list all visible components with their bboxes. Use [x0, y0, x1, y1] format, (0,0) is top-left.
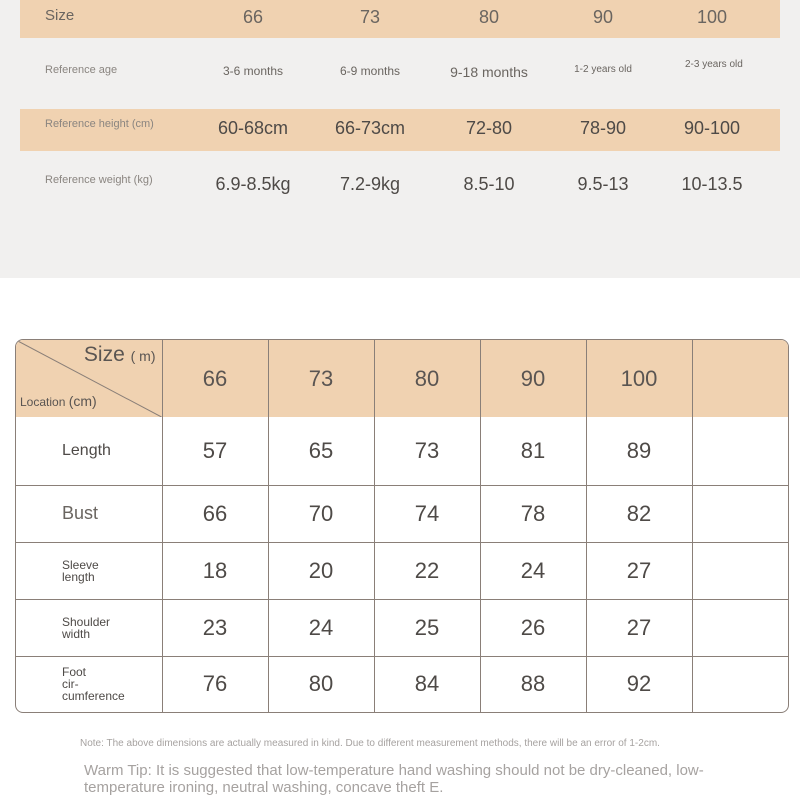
reference-weight-row [0, 174, 800, 198]
weight-label: Reference weight (kg) [45, 174, 153, 186]
size-value: 80 [478, 7, 500, 27]
row-label: Sleeve length [16, 542, 162, 599]
measurement-table [15, 339, 789, 713]
table-row [16, 542, 788, 599]
header-size: 73 [268, 340, 374, 417]
height-value: 90-100 [683, 118, 741, 138]
table-row [16, 485, 788, 542]
table-cell [692, 656, 788, 712]
table-cell [692, 417, 788, 485]
table-cell: 66 [162, 485, 268, 542]
weight-value: 10-13.5 [681, 174, 743, 194]
height-label: Reference height (cm) [45, 118, 154, 130]
table-cell: 82 [586, 485, 692, 542]
size-value: 66 [242, 7, 264, 27]
table-cell: 74 [374, 485, 480, 542]
table-row [16, 599, 788, 656]
header-size: 80 [374, 340, 480, 417]
corner-location-label: Location (cm) [20, 393, 97, 409]
table-row [16, 656, 788, 712]
size-label: Size [45, 7, 75, 24]
row-label: Foot cir- cumference [16, 656, 162, 712]
age-value: 1-2 years old [574, 64, 632, 75]
row-label: Bust [16, 485, 162, 542]
header-size: 100 [586, 340, 692, 417]
table-cell: 24 [268, 599, 374, 656]
height-value: 78-90 [579, 118, 627, 138]
reference-height-row [0, 118, 800, 142]
table-cell: 76 [162, 656, 268, 712]
table-cell: 22 [374, 542, 480, 599]
size-value: 73 [359, 7, 381, 27]
age-value: 3-6 months [222, 64, 284, 78]
size-value: 100 [696, 7, 728, 27]
table-cell: 89 [586, 417, 692, 485]
weight-value: 9.5-13 [577, 174, 629, 194]
table-cell: 88 [480, 656, 586, 712]
weight-value: 8.5-10 [463, 174, 515, 194]
table-cell: 20 [268, 542, 374, 599]
table-cell: 23 [162, 599, 268, 656]
age-value: 2-3 years old [685, 59, 743, 70]
table-cell [692, 599, 788, 656]
table-cell: 92 [586, 656, 692, 712]
height-value: 66-73cm [334, 118, 406, 138]
reference-age-row [0, 59, 800, 88]
size-value: 90 [592, 7, 614, 27]
table-cell: 73 [374, 417, 480, 485]
table-cell: 26 [480, 599, 586, 656]
height-value: 72-80 [465, 118, 513, 138]
reference-panel [0, 0, 800, 278]
row-label: Length [16, 417, 162, 485]
table-cell: 27 [586, 542, 692, 599]
age-label: Reference age [45, 64, 118, 76]
row-label: Shoulder width [16, 599, 162, 656]
header-size: 90 [480, 340, 586, 417]
table-cell: 84 [374, 656, 480, 712]
table-cell: 80 [268, 656, 374, 712]
table-header-row [16, 340, 788, 417]
table-cell [692, 542, 788, 599]
reference-size-row [0, 7, 800, 31]
age-value: 6-9 months [339, 64, 401, 78]
header-size [692, 340, 788, 417]
table-cell: 27 [586, 599, 692, 656]
table-cell: 70 [268, 485, 374, 542]
weight-value: 7.2-9kg [339, 174, 401, 194]
age-value: 9-18 months [450, 64, 528, 80]
table-cell: 25 [374, 599, 480, 656]
measurement-note: Note: The above dimensions are actually measured in kind. Due to different measurement methods, there will be an error of 1-2cm. [80, 738, 660, 749]
height-value: 60-68cm [217, 118, 289, 138]
table-cell: 57 [162, 417, 268, 485]
table-row [16, 417, 788, 485]
table-cell: 81 [480, 417, 586, 485]
weight-value: 6.9-8.5kg [215, 174, 291, 194]
header-size: 66 [162, 340, 268, 417]
corner-cell [16, 340, 162, 417]
warm-tip: Warm Tip: It is suggested that low-temperature hand washing should not be dry-cleaned, low-temperature ironing, neutral washing, concave theft E. [84, 762, 704, 796]
table-cell: 18 [162, 542, 268, 599]
corner-size-label: Size ( m) [83, 343, 156, 366]
table-cell: 24 [480, 542, 586, 599]
table-cell: 65 [268, 417, 374, 485]
table-cell: 78 [480, 485, 586, 542]
table-cell [692, 485, 788, 542]
